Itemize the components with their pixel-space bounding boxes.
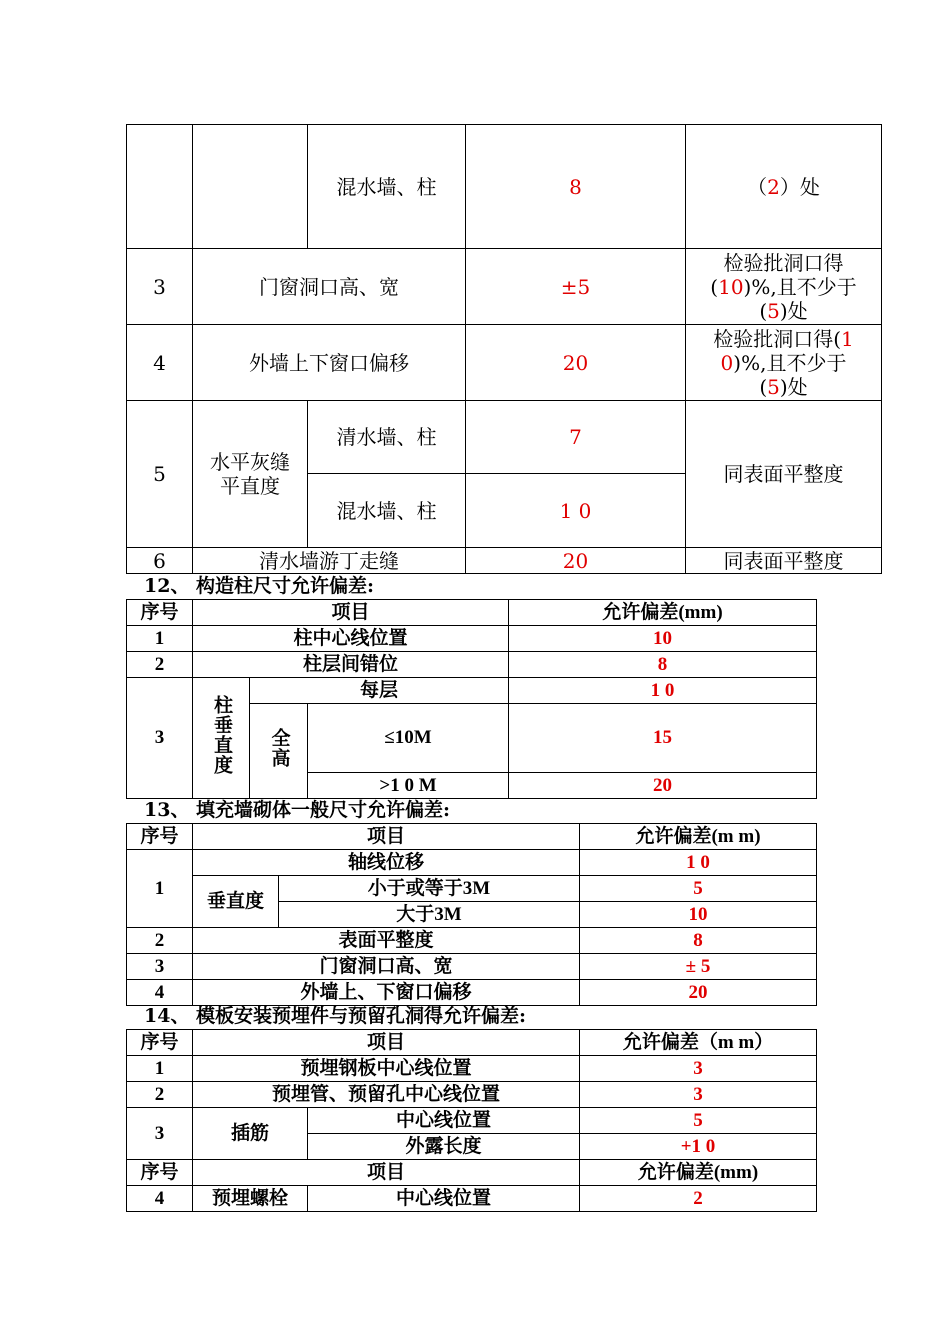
table-cell xyxy=(127,125,193,249)
table-row xyxy=(127,1108,817,1134)
tolerance-value: 5 xyxy=(580,1108,817,1134)
note-text: ( xyxy=(759,374,768,399)
item-name: 门窗洞口高、宽 xyxy=(193,249,466,325)
table-row xyxy=(127,125,882,249)
inspection-note xyxy=(686,249,882,325)
tolerance-value: 2 xyxy=(580,1186,817,1212)
header-no: 序号 xyxy=(127,1030,193,1056)
table-header-row xyxy=(127,1030,817,1056)
table-row xyxy=(127,850,817,876)
row-number: 5 xyxy=(127,401,193,548)
note-text: ( xyxy=(710,274,719,299)
tolerance-value: 7 xyxy=(466,401,686,474)
header-tolerance: 允许偏差（m m） xyxy=(580,1030,817,1056)
item-name: 清水墙游丁走缝 xyxy=(193,548,466,574)
constructional-column-table xyxy=(126,599,817,799)
item-name: 外露长度 xyxy=(308,1134,580,1160)
table-row xyxy=(127,980,817,1006)
header-tolerance: 允许偏差(m m) xyxy=(580,824,817,850)
row-number: 4 xyxy=(127,1186,193,1212)
header-item: 项目 xyxy=(193,1030,580,1056)
item-name: 预埋管、预留孔中心线位置 xyxy=(193,1082,580,1108)
table-row xyxy=(127,626,817,652)
note-text: )%,且不少于 xyxy=(743,274,857,299)
note-text: )处 xyxy=(779,298,808,323)
row-number: 1 xyxy=(127,850,193,928)
group-label xyxy=(250,704,308,799)
tolerance-value: 8 xyxy=(466,125,686,249)
tolerance-value: 20 xyxy=(466,548,686,574)
item-name: 预埋钢板中心线位置 xyxy=(193,1056,580,1082)
table-row xyxy=(127,928,817,954)
tolerance-value: ±5 xyxy=(466,249,686,325)
row-number: 3 xyxy=(127,678,193,799)
table-row xyxy=(127,876,817,902)
note-text: 检验批洞口得( xyxy=(713,326,842,351)
item-name: 每层 xyxy=(250,678,509,704)
row-number: 2 xyxy=(127,928,193,954)
note-number: 5 xyxy=(767,298,780,323)
inspection-note xyxy=(686,325,882,401)
tolerance-value: ± 5 xyxy=(580,954,817,980)
tolerance-value: 10 xyxy=(509,626,817,652)
item-name: 外墙上下窗口偏移 xyxy=(193,325,466,401)
note-line xyxy=(686,351,881,375)
item-name: 柱中心线位置 xyxy=(193,626,509,652)
item-name: 清水墙、柱 xyxy=(308,401,466,474)
note-line xyxy=(686,275,881,299)
header-tolerance: 允许偏差(mm) xyxy=(509,600,817,626)
item-name: 表面平整度 xyxy=(193,928,580,954)
table-row xyxy=(127,325,882,401)
note-number: 1 xyxy=(841,326,854,351)
note-number: 0 xyxy=(720,350,734,375)
tolerance-value: 1 0 xyxy=(509,678,817,704)
table-row xyxy=(127,1186,817,1212)
group-label: 水平灰缝平直度 xyxy=(193,401,308,548)
tolerance-value: 5 xyxy=(580,876,817,902)
note-number: 5 xyxy=(767,374,780,399)
tolerance-value: 1 0 xyxy=(466,474,686,548)
header-no: 序号 xyxy=(127,1160,193,1186)
group-label: 预埋螺栓 xyxy=(193,1186,308,1212)
item-name: 混水墙、柱 xyxy=(308,474,466,548)
tolerance-value: 10 xyxy=(580,902,817,928)
item-name: 柱层间错位 xyxy=(193,652,509,678)
row-number: 4 xyxy=(127,980,193,1006)
table-row xyxy=(127,1082,817,1108)
tolerance-value: 8 xyxy=(509,652,817,678)
item-name: 门窗洞口高、宽 xyxy=(193,954,580,980)
group-label xyxy=(193,678,250,799)
row-number: 3 xyxy=(127,249,193,325)
table-row xyxy=(127,678,817,704)
table-cell: 混水墙、柱 xyxy=(308,125,466,249)
table-row xyxy=(127,249,882,325)
note-text: )%,且不少于 xyxy=(733,350,847,375)
infill-wall-table xyxy=(126,823,817,1006)
note-line xyxy=(686,327,881,351)
note-number: 10 xyxy=(718,274,744,299)
table-row xyxy=(127,954,817,980)
item-name: 中心线位置 xyxy=(308,1186,580,1212)
inspection-note: 同表面平整度 xyxy=(686,401,882,548)
section-title: 14、 模板安装预埋件与预留孔洞得允许偏差: xyxy=(144,1005,527,1027)
tolerance-value: 1 0 xyxy=(580,850,817,876)
note-number: 2 xyxy=(767,174,780,199)
row-number: 4 xyxy=(127,325,193,401)
row-number: 6 xyxy=(127,548,193,574)
table-row xyxy=(127,401,882,474)
header-item: 项目 xyxy=(193,824,580,850)
embedded-parts-table xyxy=(126,1029,817,1212)
table-header-row xyxy=(127,824,817,850)
inspection-note xyxy=(686,125,882,249)
group-label: 插筋 xyxy=(193,1108,308,1160)
group-label: 垂直度 xyxy=(193,876,279,928)
header-item: 项目 xyxy=(193,600,509,626)
item-name: 大于3M xyxy=(279,902,580,928)
table-header-row xyxy=(127,600,817,626)
note-text: （ xyxy=(747,174,768,199)
note-line xyxy=(686,299,881,323)
tolerance-value: 20 xyxy=(466,325,686,401)
item-name: >1 0 M xyxy=(308,773,509,799)
table-row xyxy=(127,1056,817,1082)
table-cell xyxy=(193,125,308,249)
tolerance-value: 15 xyxy=(509,704,817,773)
row-number: 1 xyxy=(127,626,193,652)
row-number: 3 xyxy=(127,1108,193,1160)
section-title: 12、 构造柱尺寸允许偏差: xyxy=(144,575,375,597)
header-no: 序号 xyxy=(127,600,193,626)
note-text: ( xyxy=(759,298,768,323)
table-row xyxy=(127,548,882,574)
tolerance-value: 3 xyxy=(580,1056,817,1082)
tolerance-value: +1 0 xyxy=(580,1134,817,1160)
item-name: 外墙上、下窗口偏移 xyxy=(193,980,580,1006)
section-title: 13、 填充墙砌体一般尺寸允许偏差: xyxy=(144,799,451,821)
note-text: ）处 xyxy=(779,174,820,199)
row-number: 1 xyxy=(127,1056,193,1082)
note-line: 检验批洞口得 xyxy=(723,250,844,275)
header-item: 项目 xyxy=(193,1160,580,1186)
table-row xyxy=(127,652,817,678)
vertical-label: 全高 xyxy=(268,728,290,768)
tolerance-value: 20 xyxy=(580,980,817,1006)
masonry-tolerance-table xyxy=(126,124,882,574)
table-header-row xyxy=(127,1160,817,1186)
inspection-note: 同表面平整度 xyxy=(686,548,882,574)
row-number: 2 xyxy=(127,652,193,678)
note-line xyxy=(686,375,881,399)
row-number: 2 xyxy=(127,1082,193,1108)
item-name: 轴线位移 xyxy=(193,850,580,876)
tolerance-value: 20 xyxy=(509,773,817,799)
item-name: ≤10M xyxy=(308,704,509,773)
note-text: )处 xyxy=(779,374,808,399)
item-name: 中心线位置 xyxy=(308,1108,580,1134)
item-name: 小于或等于3M xyxy=(279,876,580,902)
vertical-label: 柱垂直度 xyxy=(211,695,232,775)
tolerance-value: 3 xyxy=(580,1082,817,1108)
row-number: 3 xyxy=(127,954,193,980)
header-tolerance: 允许偏差(mm) xyxy=(580,1160,817,1186)
tolerance-value: 8 xyxy=(580,928,817,954)
header-no: 序号 xyxy=(127,824,193,850)
